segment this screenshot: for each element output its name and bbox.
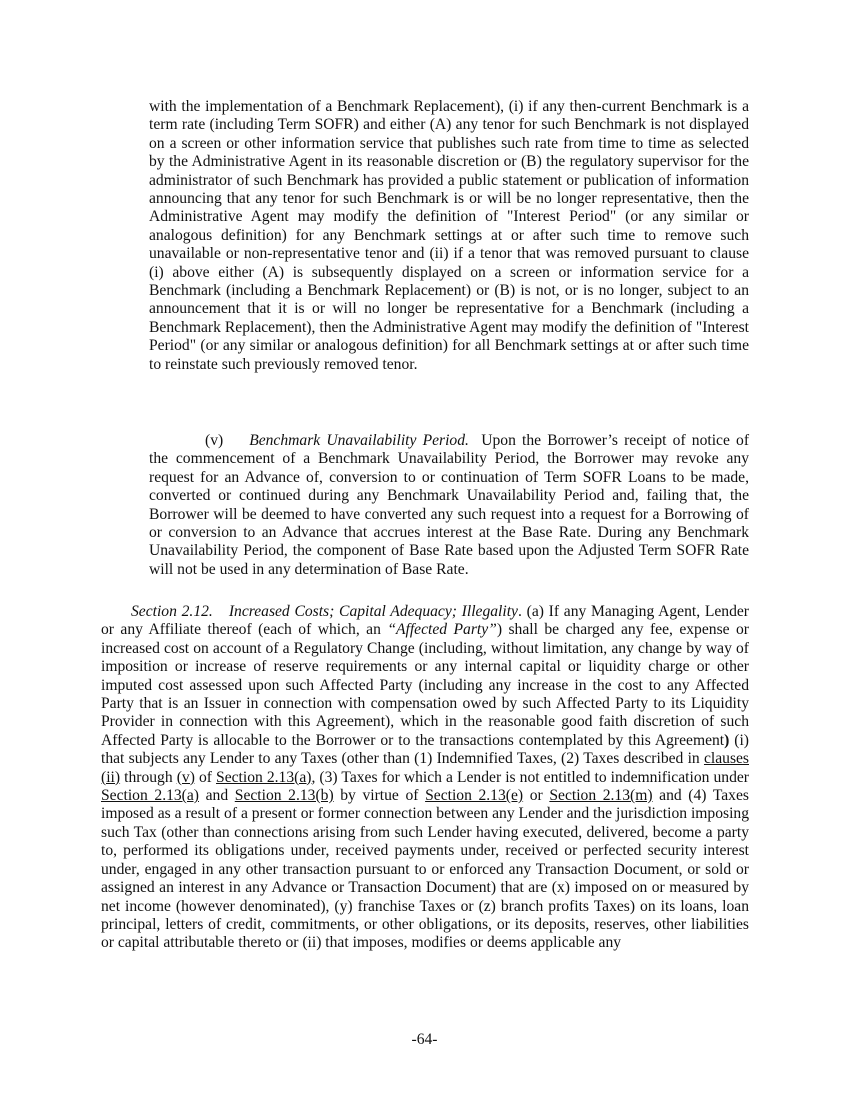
section-number: Section 2.12. [131, 603, 213, 620]
cross-reference-v: (v) [176, 768, 195, 786]
paragraph-benchmark-unavailability [149, 432, 749, 579]
cross-reference-clauses-ii: clauses (ii) [101, 750, 749, 786]
clause-number: (v) [205, 432, 224, 449]
section-2-12-paragraph [101, 603, 749, 953]
section-text: and [199, 787, 235, 805]
section-title-period: . [517, 603, 522, 620]
section-text-bold: ) [724, 731, 730, 749]
section-text: and (4) Taxes imposed as a result of a present or former connection between any Lender and the jurisdiction imposing such Tax (other than connections arising from such Lender having executed, delivered, become a party to, performed its obligations under, received payments under, received or perfected security interest under, engaged in any other transaction pursuant to or enforced any Transaction Document, or sold or assigned an interest in any Advance or Transaction Document) that are (x) imposed on or measured by net income (however denominated), (y) franchise Taxes or (z) branch profits Taxes) on its loans, loan principal, letters of credit, commitments, or other obligations, or its deposits, reserves, other liabilities or capital attributable thereto or (ii) that imposes, modifies or deems applicable any [101, 787, 749, 952]
cross-reference-section-2-13-b: Section 2.13(b) [234, 787, 334, 805]
cross-reference-section-2-13-a: Section 2.13(a) [101, 787, 199, 805]
clause-heading: Benchmark Unavailability Period. [249, 432, 469, 449]
defined-term-affected-party: “Affected Party” [387, 621, 497, 639]
paragraph-benchmark-tenor: with the implementation of a Benchmark Replacement), (i) if any then-current Benchmark is a term rate (including Term SOFR) and either (A) any tenor for such Benchmark is not displayed on a screen or other information service that publishes such rate from time to time as selected by the Administrative Agent in its reasonable discretion or (B) the regulatory supervisor for the administrator of such Benchmark has provided a public statement or publication of information announcing that any tenor for such Benchmark is or will be no longer representative, then the Administrative Agent may modify the definition of "Interest Period" (or any similar or analogous definition) for any Benchmark settings at or after such time to remove such unavailable or non-representative tenor and (ii) if a tenor that was removed pursuant to clause (i) above either (A) is subsequently displayed on a screen or information service for a Benchmark (including a Benchmark Replacement) or (B) is not, or is no longer, subject to an announcement that it is or will no longer be representative for a Benchmark (including a Benchmark Replacement), then the Administrative Agent may modify the definition of "Interest Period" (or any similar or analogous definition) for all Benchmark settings at or after such time to reinstate such previously removed tenor. [149, 98, 749, 373]
section-text: , (3) Taxes for which a Lender is not entitled to indemnification under [311, 768, 749, 786]
page-number: -64- [411, 1031, 438, 1048]
section-text: of [194, 768, 217, 786]
section-text: (i) that subjects any Lender to any Taxes (other than (1) Indemnified Taxes, (2) Taxes described in [101, 731, 749, 768]
section-text: (a) If any Managing Agent, Lender or any Affiliate thereof (each of which, an [101, 603, 750, 639]
section-text: or [523, 787, 550, 805]
section-text: through [120, 768, 177, 786]
section-title: Increased Costs; Capital Adequacy; Illegality [228, 603, 518, 620]
cross-reference-section-2-13-a: Section 2.13(a) [216, 768, 312, 786]
section-text: by virtue of [333, 787, 426, 805]
cross-reference-section-2-13-m: Section 2.13(m) [549, 787, 653, 805]
clause-body: Upon the Borrower’s receipt of notice of the commencement of a Benchmark Unavailability Period, the Borrower may revoke any request for an Advance of, conversion to or continuation of Term SOFR Loans to be made, converted or continued during any Benchmark Unavailability Period and, failing that, the Borrower will be deemed to have converted any such request into a request for a Borrowing of or conversion to an Advance that accrues interest at the Base Rate. During any Benchmark Unavailability Period, the component of Base Rate based upon the Adjusted Term SOFR Rate will not be used in any determination of Base Rate. [149, 432, 750, 578]
cross-reference-section-2-13-e: Section 2.13(e) [425, 787, 524, 805]
section-text: ) shall be charged any fee, expense or increased cost on account of a Regulatory Change (including, without limitation, any change by way of imposition or increase of reserve requirements or any internal capital or liquidity charge or other imputed cost assessed upon such Affected Party (including any increase in the cost to any Affected Party that is an Issuer in connection with compensation owed by such Affected Party to its Liquidity Provider in connection with this Agreement), which in the reasonable good faith discretion of such Affected Party is allocable to the Borrower or to the transactions contemplated by this Agreement [101, 621, 749, 749]
